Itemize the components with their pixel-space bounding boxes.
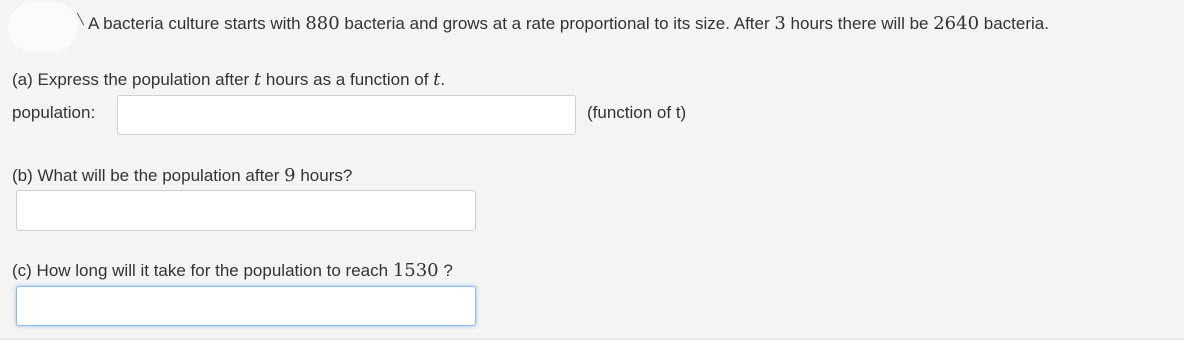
problem-text: bacteria. xyxy=(979,14,1049,33)
variable-t: t xyxy=(433,69,441,90)
function-hint: (function of t) xyxy=(587,103,687,122)
time-to-reach-input[interactable] xyxy=(16,286,476,326)
prompt-text: . xyxy=(440,70,446,89)
target-value: 1530 xyxy=(392,260,439,281)
prompt-text: (b) What will be the population after xyxy=(12,166,285,185)
hours-value: 9 xyxy=(284,165,296,186)
initial-count: 880 xyxy=(305,13,340,34)
prompt-text: ? xyxy=(438,261,453,280)
part-a-prompt xyxy=(12,69,445,91)
part-c-prompt xyxy=(12,260,453,282)
prompt-text: hours as a function of xyxy=(261,70,434,89)
problem-statement xyxy=(88,13,1049,35)
prompt-text: (a) Express the population after xyxy=(12,70,254,89)
panel-divider xyxy=(0,338,1184,340)
population-function-input[interactable] xyxy=(117,95,576,135)
population-after-hours-input[interactable] xyxy=(16,190,476,231)
later-count: 2640 xyxy=(933,13,980,34)
part-b-prompt xyxy=(12,165,352,187)
problem-text: hours there will be xyxy=(785,14,934,33)
prompt-text: hours? xyxy=(295,166,353,185)
problem-text: A bacteria culture starts with xyxy=(88,14,306,33)
avatar-placeholder xyxy=(8,2,78,52)
population-label: population: xyxy=(12,103,96,122)
variable-t: t xyxy=(253,69,262,90)
prompt-text: (c) How long will it take for the population to reach xyxy=(12,261,393,280)
elapsed-hours: 3 xyxy=(774,13,786,34)
problem-text: bacteria and grows at a rate proportional to its size. After xyxy=(339,14,775,33)
